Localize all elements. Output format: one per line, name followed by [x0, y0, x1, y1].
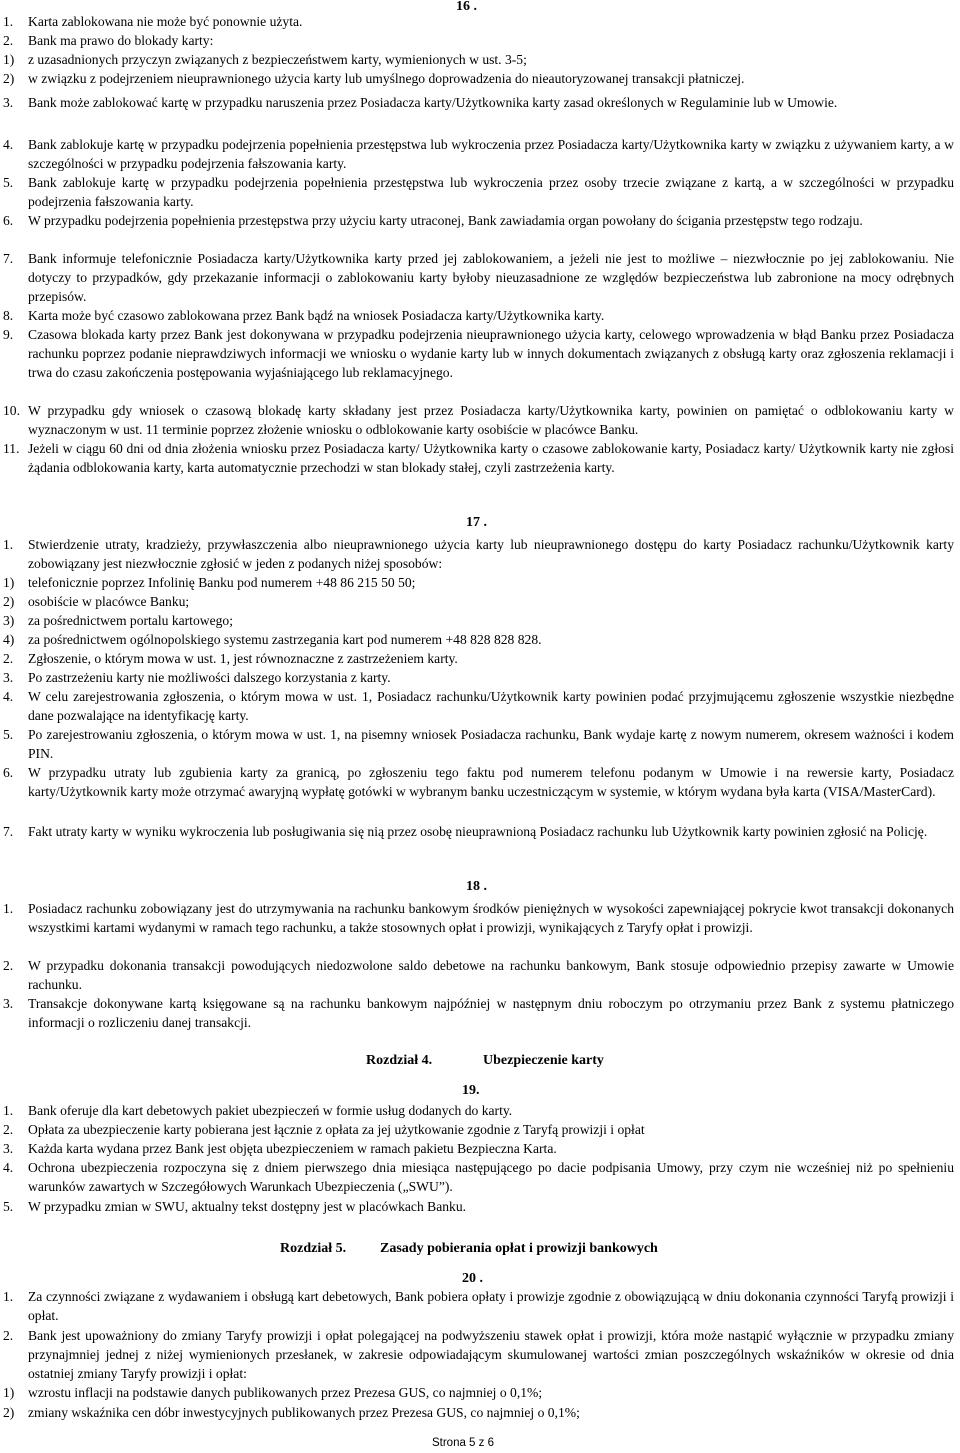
- sec17-item-4: 4. W celu zarejestrowania zgłoszenia, o którym mowa w ust. 1, Posiadacz rachunku/Użytkownik karty powinien podać przyjmującemu zgłoszenie wszystkie niezbędne dane pozwalające na identyfikację karty.: [3, 689, 954, 723]
- sec16-item-3: 3. Bank może zablokować kartę w przypadku naruszenia przez Posiadacza karty/Użytkownika karty zasad określonych w Regulaminie lub w Umowie.: [3, 95, 838, 110]
- sec18-item-1: 1. Posiadacz rachunku zobowiązany jest do utrzymywania na rachunku bankowym środków pieniężnych w wysokości zapewniającej pokrycie kwot transakcji dokonanych wszystkimi kartami wydanymi w ramach tego rachunku, a także stosownych opłat i prowizji, wynikających z Taryfy opłat i prowizji.: [3, 901, 954, 935]
- sec17-item-3: 3. Po zastrzeżeniu karty nie możliwości dalszego korzystania z karty.: [3, 670, 391, 685]
- chapter-4-title: Ubezpieczenie karty: [483, 1053, 604, 1068]
- sec19-item-2: 2. Opłata za ubezpieczenie karty pobierana jest łącznie z opłata za jej użytkowanie zgodnie z Taryfą prowizji i opłat: [3, 1122, 645, 1137]
- sec16-item-5: 5. Bank zablokuje kartę w przypadku podejrzenia popełnienia przestępstwa lub wykroczenia przez osoby trzecie związane z kartą, a w szczególności w przypadku podejrzenia fałszowania karty.: [3, 175, 954, 209]
- sec20-item-2: 2. Bank jest upoważniony do zmiany Taryfy prowizji i opłat polegającej na podwyższeniu stawek opłat i prowizji, która może nastąpić wyłącznie w przypadku zmiany przynajmniej jednej z niżej wymienionych przesłanek, w zakresie odpowiadającym skumulowanej wartości zmian poszczególnych wskaźników w okresie od dnia ostatniej zmiany Taryfy prowizji i opłat:: [3, 1328, 954, 1381]
- sec16-item-7: 7. Bank informuje telefonicznie Posiadacza karty/Użytkownika karty przed jej zablokowaniem, a jeżeli nie jest to możliwe – niezwłocznie po jej zablokowaniu. Nie dotyczy to przypadków, gdy przekazanie informacji o zablokowaniu karty byłoby nieuzasadnione ze względów bezpieczeństwa lub zabronione na mocy odrębnych przepisów.: [3, 251, 954, 304]
- chapter-5-label: Rozdział 5.: [280, 1241, 347, 1256]
- chapter-4-label: Rozdział 4.: [366, 1053, 433, 1068]
- sec16-item-9: 9. Czasowa blokada karty przez Bank jest dokonywana w przypadku podejrzenia nieuprawnionego użycia karty, celowego wprowadzenia w błąd Banku przez Posiadacza rachunku poprzez podanie nieprawdziwych informacji we wniosku o wydanie karty lub w innych dokumentach związanych z obsługą karty oraz zgłoszenia reklamacji i trwa do czasu zakończenia postępowania wyjaśniającego lub reklamacyjnego.: [3, 327, 954, 380]
- sec16-item-4: 4. Bank zablokuje kartę w przypadku podejrzenia popełnienia przestępstwa lub wykroczenia przez Posiadacza karty/Użytkownika karty w związku z używaniem karty, a w szczególności w przypadku podejrzenia fałszowania karty.: [3, 137, 954, 171]
- sec16-item-1: 1. Karta zablokowana nie może być ponownie użyta.: [3, 14, 303, 29]
- sec17-item-5: 5. Po zarejestrowaniu zgłoszenia, o którym mowa w ust. 1, na pisemny wniosek Posiadacza rachunku, Bank wydaje kartę z nowym numerem, okresem ważności i kodem PIN.: [3, 727, 954, 761]
- sec18-item-2: 2. W przypadku dokonania transakcji powodujących niedozwolone saldo debetowe na rachunku bankowym, Bank stosuje odpowiednio przepisy zawarte w Umowie rachunku.: [3, 958, 954, 992]
- sec16-item-6: 6. W przypadku podejrzenia popełnienia przestępstwa przy użyciu karty utraconej, Bank zawiadamia organ powołany do ścigania przestępstw tego rodzaju.: [3, 213, 863, 228]
- sec16-item-2-sub-1: 1) z uzasadnionych przyczyn związanych z bezpieczeństwem karty, wymienionych w ust. 3-5;: [3, 52, 527, 67]
- sec17-item-1-sub-2: 2) osobiście w placówce Banku;: [3, 594, 190, 609]
- page-footer: Strona 5 z 6: [431, 1437, 494, 1449]
- sec16-item-10: 10. W przypadku gdy wniosek o czasową blokadę karty składany jest przez Posiadacza karty/Użytkownika karty, powinien on pamiętać o odblokowaniu karty w wyznaczonym w ust. 11 terminie poprzez złożenie wniosku o odblokowanie karty osobiście w placówce Banku.: [3, 403, 954, 437]
- sec17-item-6: 6. W przypadku utraty lub zgubienia karty za granicą, po zgłoszeniu tego faktu pod numerem telefonu podanym w Umowie i na rewersie karty, Posiadacz karty/Użytkownik karty może otrzymać awaryjną wypłatę gotówki w wybranym banku uczestniczącym w systemie, w którym wydana była karta (VISA/MasterCard).: [3, 765, 954, 799]
- chapter-5-title: Zasady pobierania opłat i prowizji bankowych: [380, 1241, 658, 1256]
- sec17-item-1-sub-4: 4) za pośrednictwem ogólnopolskiego systemu zastrzegania kart pod numerem +48 828 828 828.: [3, 632, 542, 647]
- sec20-item-2-sub-1: 1) wzrostu inflacji na podstawie danych publikowanych przez Prezesa GUS, co najmniej o 0,1%;: [3, 1385, 543, 1400]
- sec16-item-11: 11. Jeżeli w ciągu 60 dni od dnia złożenia wniosku przez Posiadacza karty/ Użytkownika karty o czasowe zablokowanie karty, Posiadacz karty/ Użytkownik karty nie zgłosi żądania odblokowania karty, karta automatycznie przechodzi w stan blokady stałej, czyli zastrzeżenia karty.: [3, 441, 954, 475]
- sec17-item-1: 1. Stwierdzenie utraty, kradzieży, przywłaszczenia albo nieuprawnionego użycia karty lub nieuprawnionego dostępu do karty Posiadacz rachunku/Użytkownik karty zobowiązany jest niezwłocznie zgłosić w jeden z podanych niżej sposobów:: [3, 537, 954, 571]
- sec16-item-2-sub-2: 2) w związku z podejrzeniem nieuprawnionego użycia karty lub umyślnego doprowadzenia do nieautoryzowanej transakcji płatniczej.: [3, 71, 745, 86]
- sec19-item-1: 1. Bank oferuje dla kart debetowych pakiet ubezpieczeń w formie usług dodanych do karty.: [3, 1103, 513, 1118]
- sec17-item-1-sub-1: 1) telefonicznie poprzez Infolinię Banku pod numerem +48 86 215 50 50;: [3, 575, 416, 590]
- sec19-item-5: 5. W przypadku zmian w SWU, aktualny tekst dostępny jest w placówkach Banku.: [3, 1199, 467, 1214]
- section-20-heading: 20 .: [462, 1271, 483, 1286]
- sec20-item-1: 1. Za czynności związane z wydawaniem i obsługą kart debetowych, Bank pobiera opłaty i prowizje zgodnie z obowiązującą w dniu dokonania czynności Taryfą prowizji i opłat.: [3, 1289, 954, 1323]
- section-19-heading: 19.: [462, 1083, 480, 1098]
- sec19-item-3: 3. Każda karta wydana przez Bank jest objęta ubezpieczeniem w ramach pakietu Bezpieczna Karta.: [3, 1141, 557, 1156]
- section-16-heading: 16 .: [456, 0, 477, 14]
- section-17-heading: 17 .: [466, 515, 487, 530]
- sec16-item-2: 2. Bank ma prawo do blokady karty:: [3, 33, 214, 48]
- sec16-item-8: 8. Karta może być czasowo zablokowana przez Bank bądź na wniosek Posiadacza karty/Użytkownika karty.: [3, 308, 605, 323]
- sec17-item-7: 7. Fakt utraty karty w wyniku wykroczenia lub posługiwania się nią przez osobę nieuprawnioną Posiadacz rachunku lub Użytkownik karty powinien zgłosić na Policję.: [3, 824, 928, 839]
- sec17-item-2: 2. Zgłoszenie, o którym mowa w ust. 1, jest równoznaczne z zastrzeżeniem karty.: [3, 651, 458, 666]
- sec20-item-2-sub-2: 2) zmiany wskaźnika cen dóbr inwestycyjnych publikowanych przez Prezesa GUS, co najmniej o 0,1%;: [3, 1405, 580, 1420]
- sec19-item-4: 4. Ochrona ubezpieczenia rozpoczyna się z dniem pierwszego dnia miesiąca następującego po dacie podpisania Umowy, przy czym nie wcześniej niż po spełnieniu warunków zawartych w Szczegółowych Warunkach Ubezpieczenia („SWU”).: [3, 1160, 954, 1194]
- sec17-item-1-sub-3: 3) za pośrednictwem portalu kartowego;: [3, 613, 233, 628]
- sec18-item-3: 3. Transakcje dokonywane kartą księgowane są na rachunku bankowym najpóźniej w następnym dniu roboczym po otrzymaniu przez Bank z systemu płatniczego informacji o rozliczeniu danej transakcji.: [3, 996, 954, 1030]
- section-18-heading: 18 .: [466, 879, 487, 894]
